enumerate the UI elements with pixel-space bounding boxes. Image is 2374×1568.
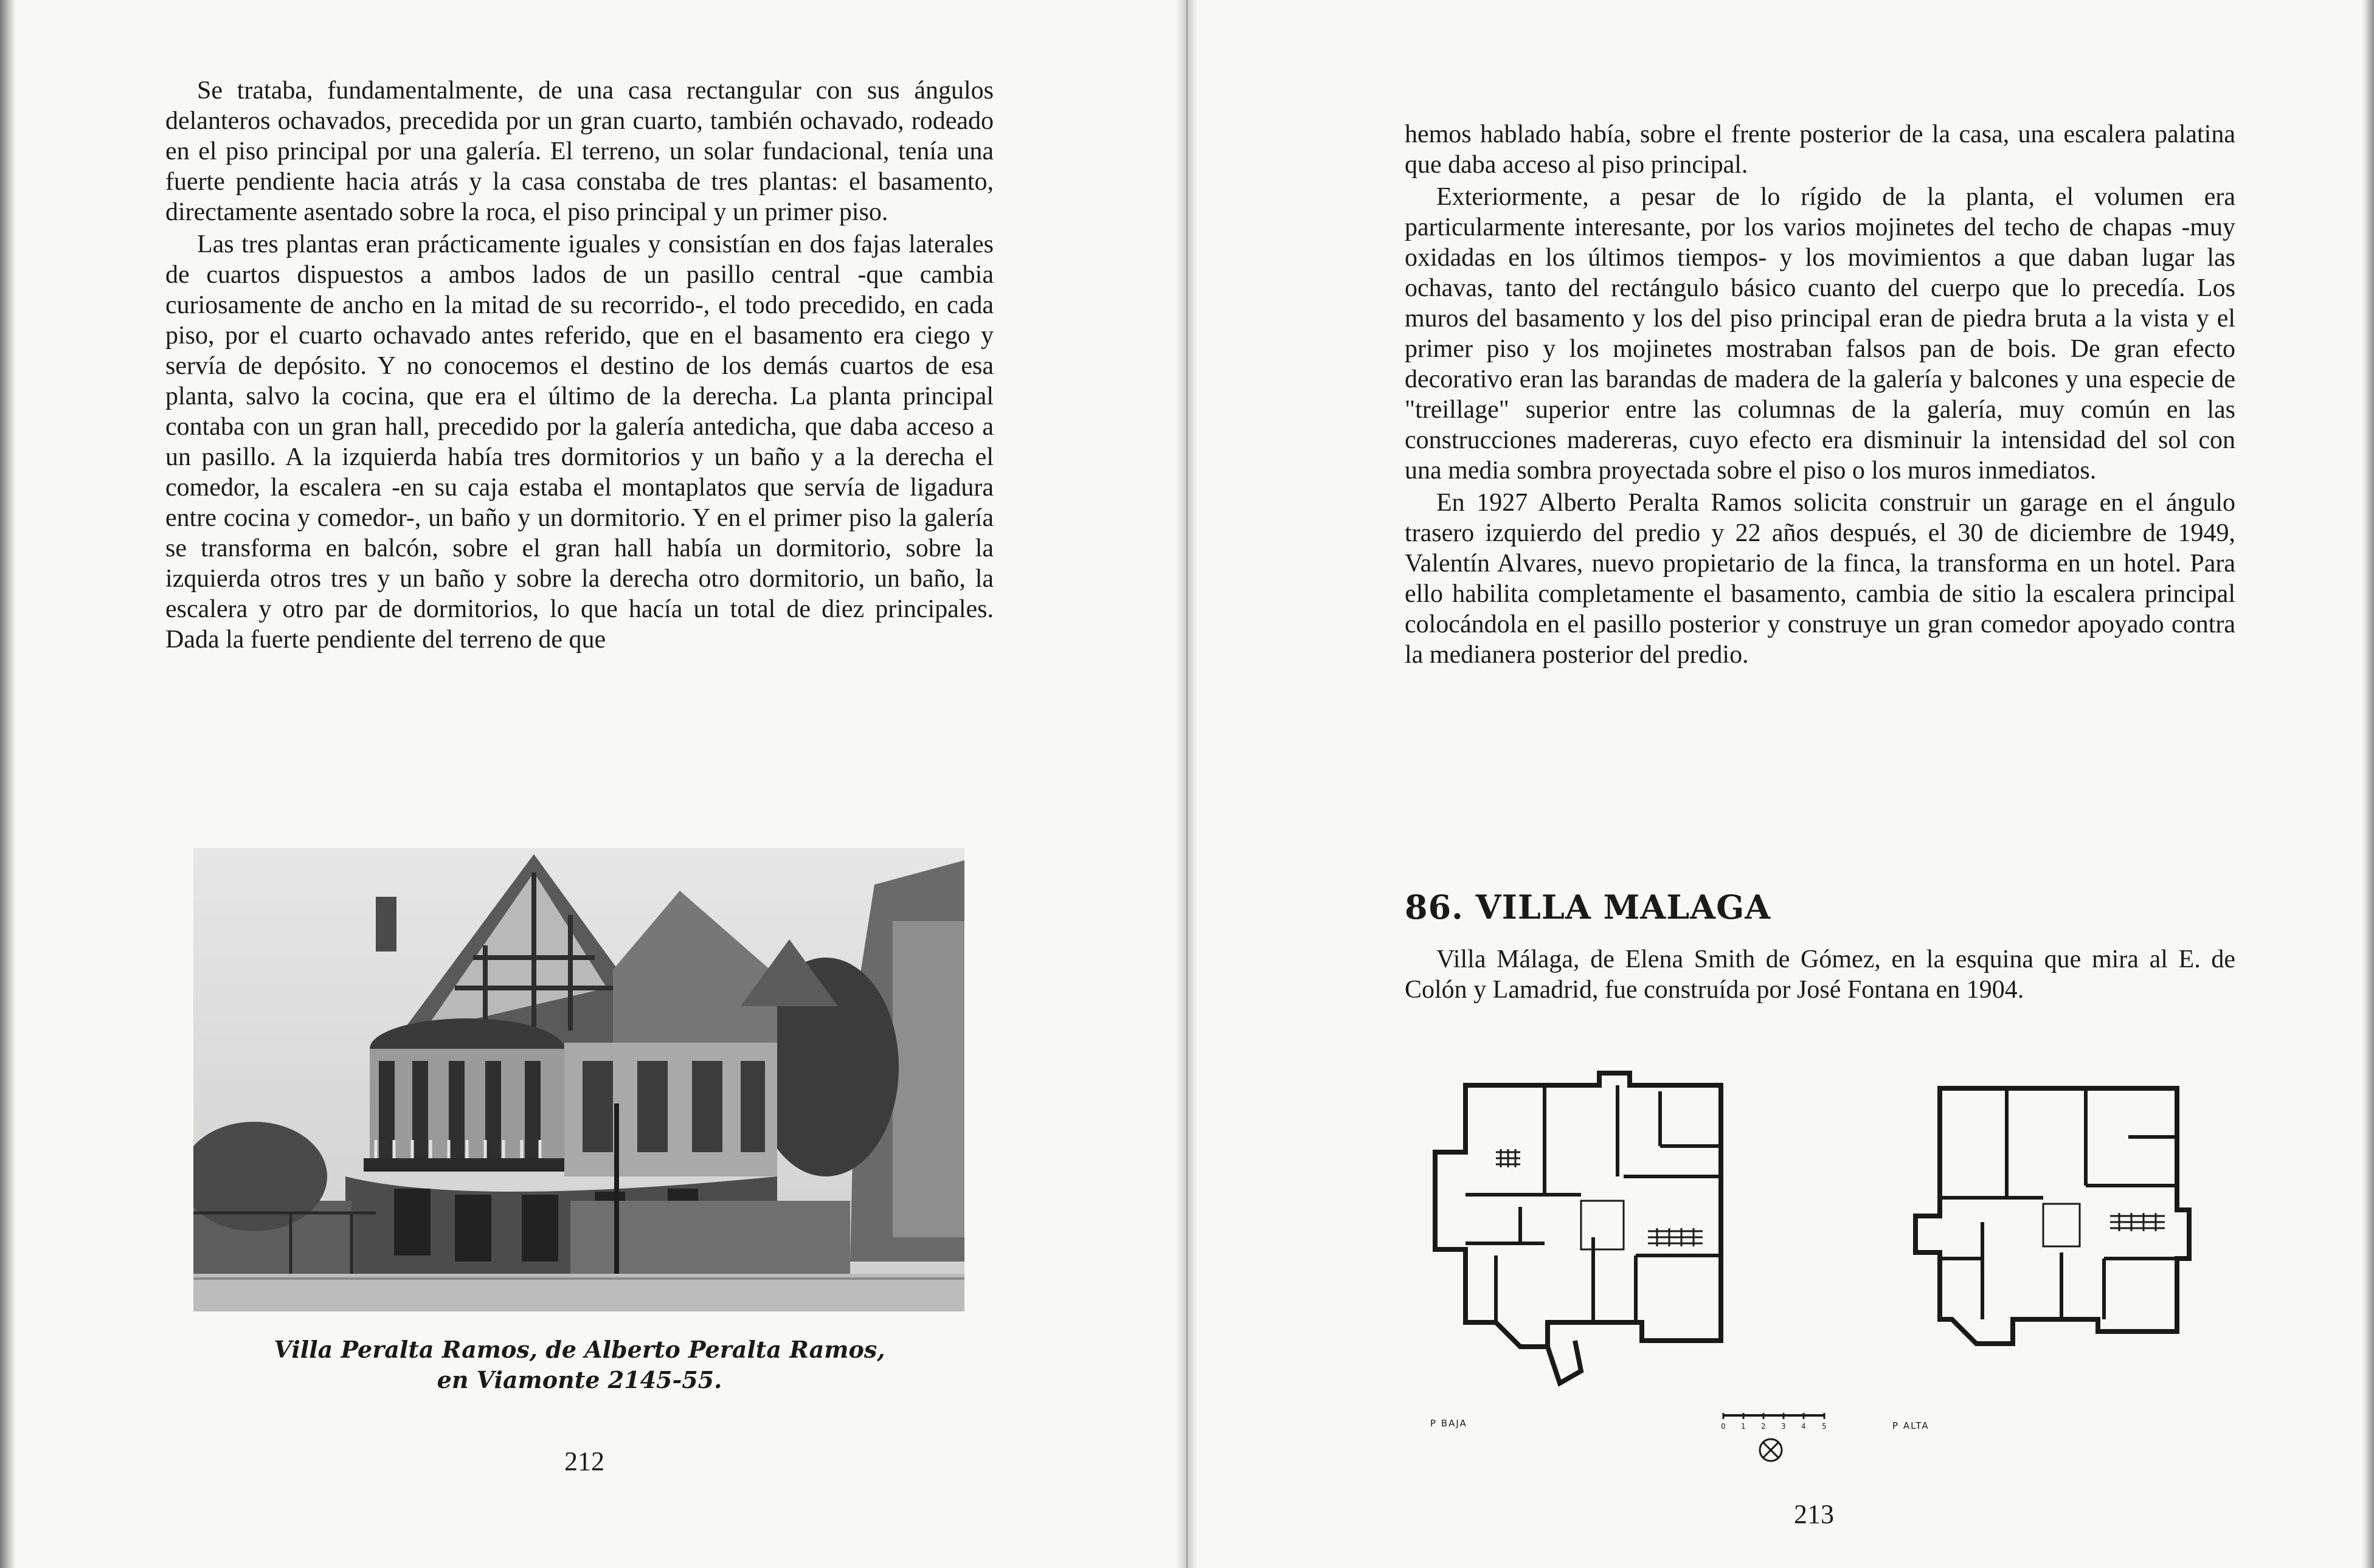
paragraph: Villa Málaga, de Elena Smith de Gómez, en la esquina que mira al E. de Colón y Lamadrid, fue construída por José Fontana en 1904. (1405, 945, 2235, 1004)
paragraph: hemos hablado había, sobre el frente posterior de la casa, una escalera palatina que daba acceso al piso principal. (1405, 120, 2235, 179)
page-number-left: 212 (564, 1446, 604, 1476)
section-title: 86. VILLA MALAGA (1405, 888, 1771, 927)
right-page-body (1405, 119, 2235, 672)
scale-tick: 0 (1721, 1422, 1726, 1431)
scale-tick: 5 (1822, 1422, 1827, 1431)
book-gutter (1177, 0, 1197, 1568)
left-page-edge (0, 0, 16, 1568)
plan-label-ground: P BAJA (1430, 1418, 1467, 1429)
villa-malaga-body (1405, 944, 2235, 1007)
caption-line: Villa Peralta Ramos, de Alberto Peralta Ramos, (274, 1336, 885, 1363)
floor-plan-upper (1909, 1076, 2201, 1383)
villa-peralta-ramos-photo (193, 848, 964, 1311)
paragraph: Se trataba, fundamentalmente, de una casa rectangular con sus ángulos delanteros ochavados, precedida por un gran cuarto, también ochavado, rodeado en el piso principal por una galería. El terreno, un solar fundacional, tenía una fuerte pendiente hacia atrás y la casa constaba de tres plantas: el basamento, directamente asentado sobre la roca, el piso principal y un primer piso. (165, 77, 994, 226)
floor-plan-upper-drawing (1909, 1076, 2201, 1380)
photo-caption (165, 1335, 994, 1395)
right-page-edge (2362, 0, 2374, 1568)
floor-plan-ground-drawing (1423, 1055, 1739, 1395)
scale-tick: 3 (1781, 1422, 1786, 1431)
left-page-body (165, 75, 994, 657)
paragraph: En 1927 Alberto Peralta Ramos solicita construir un garage en el ángulo trasero izquierdo del predio y 22 años después, el 30 de diciembre de 1949, Valentín Alvares, nuevo propietario de la finca, la transforma en un hotel. Para ello habilita completamente el basamento, cambia de sitio la escalera principal colocándola en el pasillo posterior y construye un gran comedor apoyado contra la medianera posterior del predio. (1405, 489, 2235, 669)
floor-plan-ground (1423, 1055, 1739, 1398)
paragraph: Las tres plantas eran prácticamente iguales y consistían en dos fajas laterales de cuartos dispuestos a ambos lados de un pasillo central -que cambia curiosamente de ancho en la mitad de su recorrido-, el todo precedido, en cada piso, por el cuarto ochavado antes referido, que en el basamento era ciego y servía de depósito. Y no conocemos el destino de los demás cuartos de esa planta, salvo la cocina, que era el último de la derecha. La planta principal contaba con un gran hall, precedido por la galería antedicha, que daba acceso a un pasillo. A la izquierda había tres dormitorios y un baño y a la derecha el comedor, la escalera -en su caja estaba el montaplatos que servía de ligadura entre cocina y comedor-, un baño y un dormitorio. Y en el primer piso la galería se transforma en balcón, sobre el gran hall había un dormitorio, sobre la izquierda otros tres y un baño y sobre la derecha otro dormitorio, un baño, la escalera y otro par de dormitorios, lo que hacía un total de diez principales. Dada la fuerte pendiente del terreno de que (165, 230, 994, 654)
scale-tick: 2 (1761, 1422, 1766, 1431)
page-number-right: 213 (1794, 1499, 1834, 1529)
north-arrow-icon (1760, 1439, 1782, 1461)
scale-bar-drawing (1721, 1412, 1830, 1466)
scale-tick: 4 (1801, 1422, 1806, 1431)
plan-label-upper: P ALTA (1892, 1420, 1929, 1431)
house-illustration (193, 848, 964, 1311)
caption-line: en Viamonte 2145-55. (437, 1366, 722, 1394)
scale-bar (1721, 1412, 1830, 1469)
paragraph: Exteriormente, a pesar de lo rígido de la planta, el volumen era particularmente interesante, por los varios mojinetes del techo de chapas -muy oxidadas en los últimos tiempos- y los movimientos a que daban lugar las ochavas, tanto del rectángulo básico cuanto del cuerpo que lo precedía. Los muros del basamento y los del piso principal eran de piedra bruta a la vista y el primer piso y los mojinetes mostraban falsos pan de bois. De gran efecto decorativo eran las barandas de madera de la galería y balcones y una especie de "treillage" superior entre las columnas de la galería, muy común en las construcciones madereras, cuyo efecto era disminuir la intensidad del sol con una media sombra proyectada sobre el piso o los muros inmediatos. (1405, 183, 2235, 485)
scale-tick: 1 (1741, 1422, 1746, 1431)
